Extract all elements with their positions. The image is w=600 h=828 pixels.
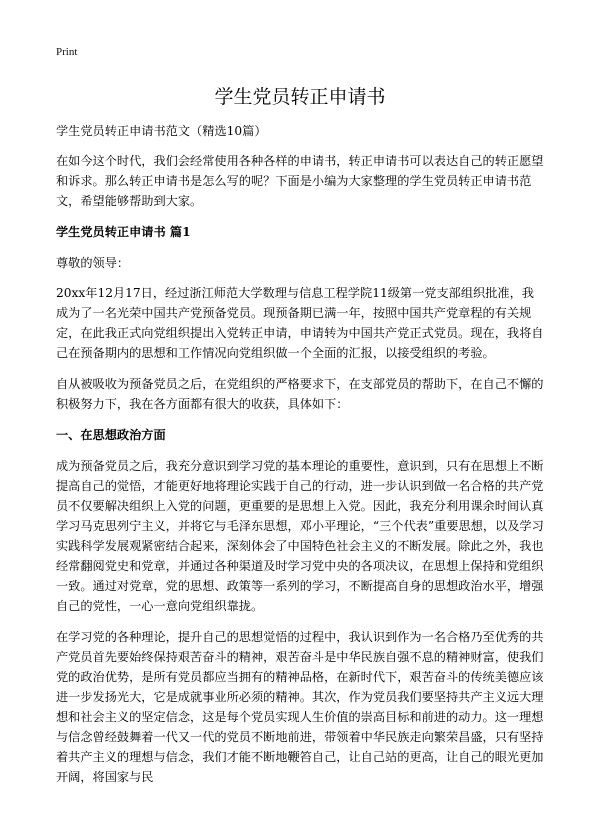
body-paragraph-4: 在学习党的各种理论，提升自己的思想觉悟的过程中，我认识到作为一名合格乃至优秀的共产党员首先要始终保持艰苦奋斗的精神，艰苦奋斗是中华民族自强不息的精神财富，使我们党的政治优势，是所有党员都应当拥有的精神品格，在新时代下，艰苦奋斗的传统美德应该进一步发扬光大，它是成就事业所必须的精神。其次，作为党员我们要坚持共产主义远大理想和社会主义的坚定信念，这是每个党员实现人生价值的崇高目标和前进的动力。这一理想与信念曾经鼓舞着一代又一代的党员不断地前进，带领着中华民族走向繁荣昌盛，只有坚持着共产主义的理想与信念，我们才能不断地鞭笞自己，让自己站的更高，让自己的眼光更加开阔，将国家与民 (56, 630, 544, 784)
page-title: 学生党员转正申请书 (214, 86, 386, 108)
print-link[interactable]: Print (56, 46, 78, 58)
intro-paragraph: 在如今这个时代，我们会经常使用各种各样的申请书，转正申请书可以表达自己的转正愿望和诉求。那么转正申请书是怎么写的呢？下面是小编为大家整理的学生党员转正申请书范文，希望能够帮助到大家。 (56, 154, 544, 208)
body-paragraph-1: 20xx年12月17日，经过浙江师范大学数理与信息工程学院11级第一党支部组织批准，我成为了一名光荣中国共产党预备党员。现预备期已满一年，按照中国共产党章程的有关规定，在此我正式向党组织提出入党转正申请，申请转为中国共产党正式党员。现在，我将自己在预备期内的思想和工作情况向党组织做一个全面的汇报，以接受组织的考验。 (56, 286, 544, 360)
document-subtitle: 学生党员转正申请书范文（精选10篇） (56, 124, 267, 138)
section-heading: 学生党员转正申请书 篇1 (56, 225, 191, 239)
subsection-heading: 一、在思想政治方面 (56, 428, 166, 442)
body-paragraph-2: 自从被吸收为预备党员之后，在党组织的严格要求下，在支部党员的帮助下，在自己不懈的积极努力下，我在各方面都有很大的收获，具体如下： (56, 377, 544, 411)
document-body (56, 121, 546, 798)
salutation: 尊敬的领导： (56, 256, 130, 270)
body-paragraph-3: 成为预备党员之后，我充分意识到学习党的基本理论的重要性，意识到，只有在思想上不断提高自己的觉悟，才能更好地将理论实践于自己的行动，进一步认识到做一名合格的共产党员不仅要解决组织上入党的问题，更重要的是思想上入党。因此，我充分利用课余时间认真学习马克思列宁主义，并将它与毛泽东思想，邓小平理论，“三个代表”重要思想，以及学习实践科学发展观紧密结合起来，深刻体会了中国特色社会主义的不断发展。除此之外，我也经常翻阅党史和党章，并通过各种渠道及时学习党中央的各项决议，在思想上保持和党组织一致。通过对党章，党的思想、政策等一系列的学习，不断提高自身的思想政治水平，增强自己的党性，一心一意向党组织靠拢。 (56, 459, 544, 613)
